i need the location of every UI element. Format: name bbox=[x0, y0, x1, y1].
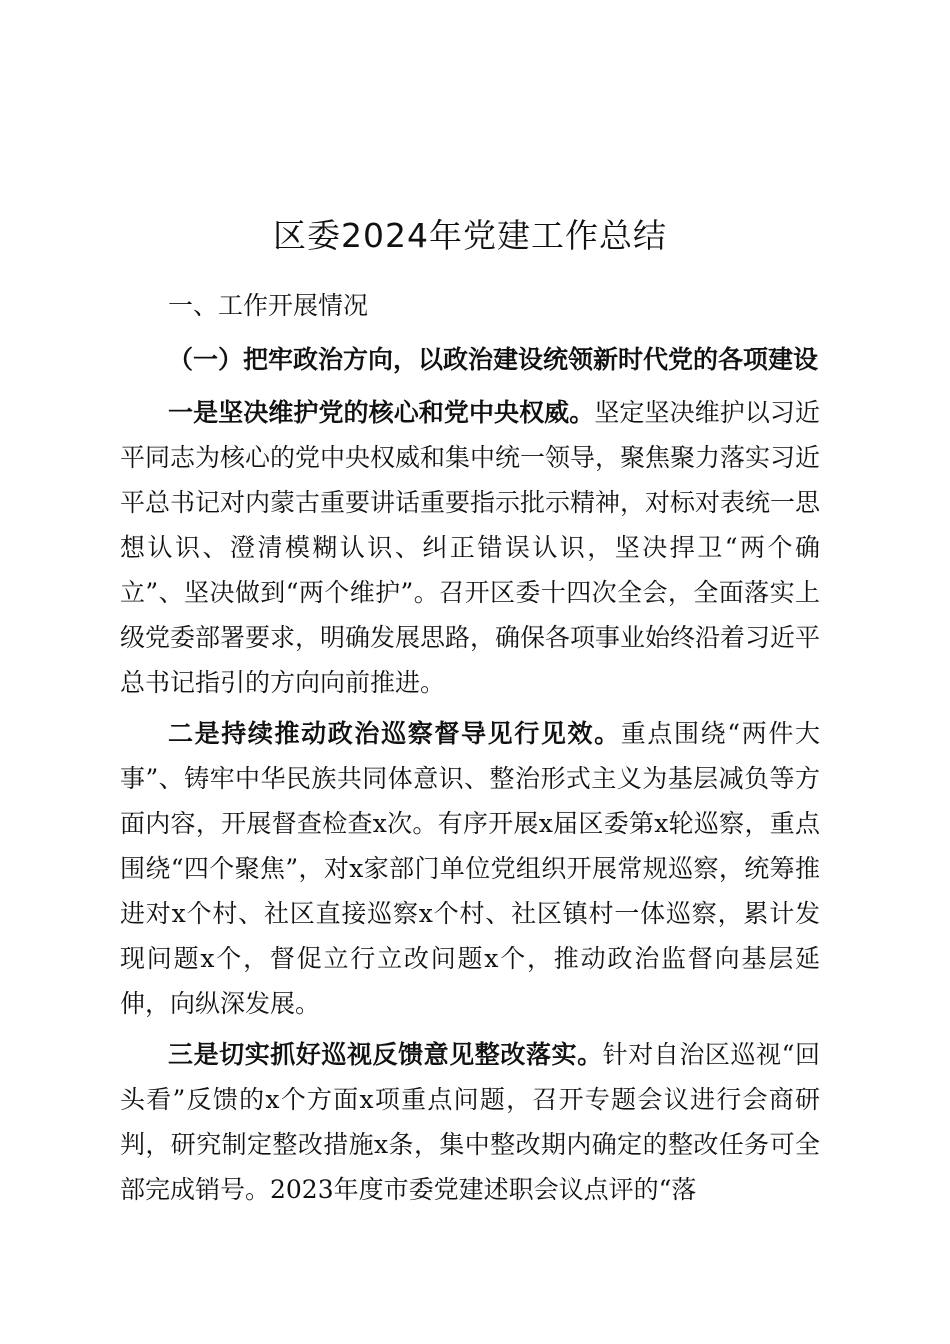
paragraph-1 bbox=[120, 390, 820, 705]
paragraph-3-lead: 三是切实抓好巡视反馈意见整改落实。 bbox=[168, 1040, 603, 1069]
paragraph-1-lead: 一是坚决维护党的核心和党中央权威。 bbox=[168, 398, 595, 427]
document-page bbox=[120, 210, 820, 1218]
paragraph-2-body: 重点围绕“两件大事”、铸牢中华民族共同体意识、整治形式主义为基层减负等方面内容，开展督查检查x次。有序开展x届区委第x轮巡察，重点围绕“四个聚焦”，对x家部门单位党组织开展常规巡察，统筹推进对x个村、社区直接巡察x个村、社区镇村一体巡察，累计发现问题x个，督促立行立改问题x个，推动政治监督向基层延伸，向纵深发展。 bbox=[120, 719, 820, 1018]
paragraph-2-lead: 二是持续推动政治巡察督导见行见效。 bbox=[168, 719, 621, 748]
section-heading: 一、工作开展情况 bbox=[168, 291, 369, 320]
document-title: 区委2024年党建工作总结 bbox=[273, 216, 667, 255]
subsection-heading: （一）把牢政治方向，以政治建设统领新时代党的各项建设 bbox=[168, 345, 819, 374]
paragraph-3 bbox=[120, 1032, 820, 1212]
paragraph-3-body: 针对自治区巡视“回头看”反馈的x个方面x项重点问题，召开专题会议进行会商研判，研究制定整改措施x条，集中整改期内确定的整改任务可全部完成销号。2023年度市委党建述职会议点评的“落 bbox=[120, 1040, 820, 1204]
paragraph-1-body: 坚定坚决维护以习近平同志为核心的党中央权威和集中统一领导，聚焦聚力落实习近平总书记对内蒙古重要讲话重要指示批示精神，对标对表统一思想认识、澄清模糊认识、纠正错误认识，坚决捍卫“两个确立”、坚决做到“两个维护”。召开区委十四次全会，全面落实上级党委部署要求，明确发展思路，确保各项事业始终沿着习近平总书记指引的方向向前推进。 bbox=[120, 398, 821, 697]
paragraph-2 bbox=[120, 711, 820, 1026]
